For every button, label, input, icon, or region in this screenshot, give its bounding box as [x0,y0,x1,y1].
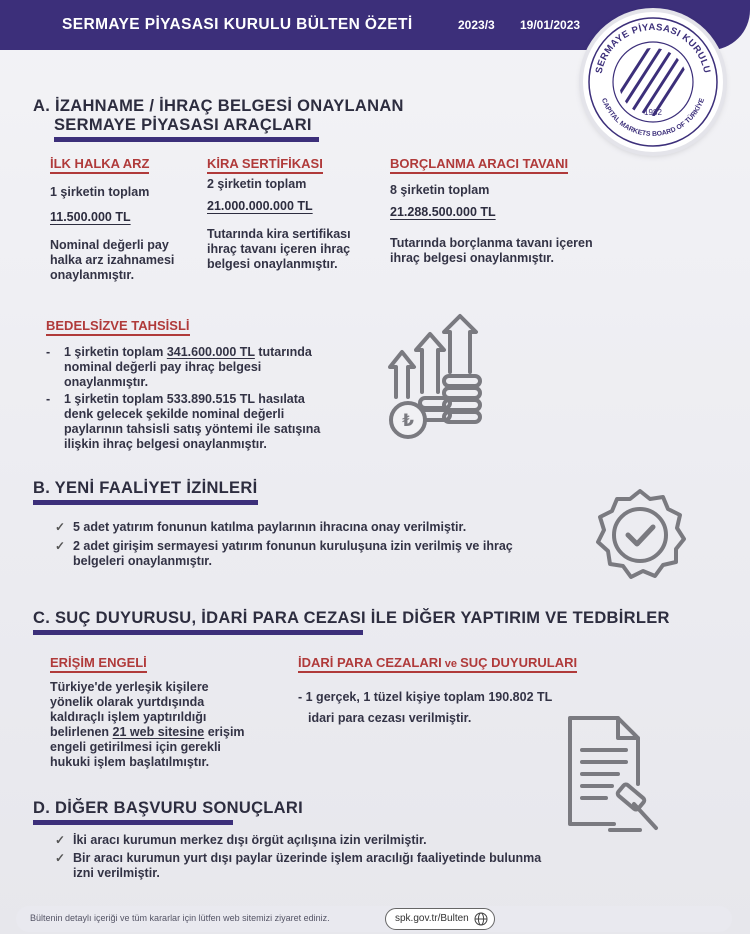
section-a-underline [54,137,319,142]
section-d-underline [33,820,233,825]
kira-sertifikasi-amount: 21.000.000.000 TL [207,199,313,213]
item-line: ilişkin ihraç belgesi onaylanmıştır. [64,437,267,451]
erisim-engeli-text [50,680,245,770]
desc-line: belgesi onaylanmıştır. [207,257,338,271]
item-text: belirlenen [50,725,113,739]
section-d-item-1 [55,833,427,848]
item-line: onaylanmıştır. [64,375,149,389]
web-sites-count: 21 web sitesine [112,725,205,739]
item-text: tutarında [254,345,312,359]
bedelsiz-amount: 341.600.000 TL [166,345,255,359]
idari-para-line-1: - 1 gerçek, 1 tüzel kişiye toplam 190.802 TL [298,690,553,704]
spk-seal-icon [583,12,723,152]
badge-check-icon [590,485,690,585]
item-line: engeli getirilmesi için gerekli [50,740,221,754]
item-text: erişim [204,725,245,739]
item-line: Bir aracı kurumun yurt dışı paylar üzerinde işlem aracılığı faaliyetinde bulunma [73,851,542,865]
ilk-halka-arz-amount: 11.500.000 TL [50,210,131,224]
spk-logo [583,12,723,152]
borclanma-araci-desc [390,236,593,266]
checkmark-icon: ✓ [55,539,66,553]
item-line: yönelik olarak yurtdışında [50,695,205,709]
ilk-halka-arz-desc [50,238,174,283]
checkmark-icon: ✓ [55,833,66,847]
heading-text: SUÇ DUYURULARI [460,655,578,670]
website-link[interactable] [385,908,495,930]
logo-year: 1982 [644,108,662,117]
item-line: kaldıraçlı işlem yaptırıldığı [50,710,207,724]
desc-line: Tutarında borçlanma tavanı içeren [390,236,593,250]
issue-date: 19/01/2023 [520,18,581,32]
item-line: hukuki işlem başlatılmıştır. [50,755,210,769]
borclanma-araci-heading: BORÇLANMA ARACI TAVANI [390,156,568,174]
borclanma-araci-amount: 21.288.500.000 TL [390,205,496,219]
heading-text: ve [441,658,461,670]
desc-line: Tutarında kira sertifikası [207,227,351,241]
issue-number: 2023/3 [458,18,495,32]
section-c-title: C. SUÇ DUYURUSU, İDARİ PARA CEZASI İLE DİĞER YAPTIRIM VE TEDBİRLER [33,609,670,627]
section-b-underline [33,500,258,505]
item-line: belgeleri onaylanmıştır. [73,554,212,568]
section-c-underline [33,630,363,635]
idari-para-heading [298,655,577,673]
section-d-title: D. DİĞER BAŞVURU SONUÇLARI [33,799,303,817]
svg-text:₺: ₺ [402,411,414,431]
section-b-item-1 [55,520,466,535]
item-text: 1 şirketin toplam [64,345,167,359]
section-b-item-2 [55,539,513,569]
item-line: 1 şirketin toplam 533.890.515 TL hasılata [64,392,305,406]
kira-sertifikasi-desc [207,227,351,272]
growth-chart-icon [384,312,496,442]
ilk-halka-arz-count: 1 şirketin toplam [50,185,150,199]
item-line: paylarının tahsisli satış yöntemi ile satışına [64,422,321,436]
section-d-item-2 [55,851,541,881]
item-line: izni verilmiştir. [73,866,160,880]
heading-text: İDARİ PARA CEZALARI [298,655,442,670]
bedelsiz-item-1: - 1 şirketin toplam 341.600.000 TL tutarında nominal değerli pay ihraç belgesi onaylanmıştır. [46,345,312,389]
checkmark-icon: ✓ [55,851,66,865]
checkmark-icon: ✓ [55,520,66,534]
bulletin-title: SERMAYE PİYASASI KURULU BÜLTEN ÖZETİ [62,16,413,33]
erisim-engeli-heading: ERİŞİM ENGELİ [50,655,147,673]
svg-text:CAPITAL MARKETS BOARD OF TÜRKİ [600,97,706,138]
item-text: İki aracı kurumun merkez dışı örgüt açılışına izin verilmiştir. [73,833,427,847]
svg-text:SERMAYE PİYASASI KURULU [594,22,713,75]
logo-bottom-text: CAPITAL MARKETS BOARD OF TÜRKİYE [599,97,707,139]
bedelsiz-item-2: - 1 şirketin toplam 533.890.515 TL hasılata denk gelecek şekilde nominal değerli paylarının tahsisli satış yöntemi ile satışına ilişkin ihraç belgesi onaylanmıştır. [46,392,321,451]
bedelsiz-heading: BEDELSİZVE TAHSİSLİ [46,318,190,336]
footer-text: Bültenin detaylı içeriği ve tüm kararlar için lütfen web sitemizi ziyaret ediniz. [30,913,330,923]
kira-sertifikasi-count: 2 şirketin toplam [207,177,307,191]
desc-line: halka arz izahnamesi [50,253,175,267]
item-line: nominal değerli pay ihraç belgesi [64,360,262,374]
document-gavel-icon [556,712,666,840]
section-b-title: B. YENİ FAALİYET İZİNLERİ [33,479,258,497]
item-text: 5 adet yatırım fonunun katılma paylarının ihracına onay verilmiştir. [73,520,467,534]
website-link-text[interactable]: spk.gov.tr/Bulten [395,913,469,924]
ilk-halka-arz-heading: İLK HALKA ARZ [50,156,149,174]
desc-line: onaylanmıştır. [50,268,135,282]
logo-top-text: SERMAYE PİYASASI KURULU [593,21,713,75]
item-line: denk gelecek şekilde nominal değerli [64,407,285,421]
item-line: Türkiye'de yerleşik kişilere [50,680,209,694]
desc-line: ihraç belgesi onaylanmıştır. [390,251,554,265]
kira-sertifikasi-heading: KİRA SERTİFİKASI [207,156,323,174]
section-a-title-1: A. İZAHNAME / İHRAÇ BELGESİ ONAYLANAN [33,97,404,115]
desc-line: Nominal değerli pay [50,238,169,252]
borclanma-araci-count: 8 şirketin toplam [390,183,490,197]
desc-line: ihraç tavanı içeren ihraç [207,242,351,256]
item-line: 2 adet girişim sermayesi yatırım fonunun kuruluşuna izin verilmiş ve ihraç [73,539,513,553]
globe-icon [474,912,488,926]
section-a-title-2: SERMAYE PİYASASI ARAÇLARI [54,116,312,134]
idari-para-line-2: idari para cezası verilmiştir. [308,711,472,725]
